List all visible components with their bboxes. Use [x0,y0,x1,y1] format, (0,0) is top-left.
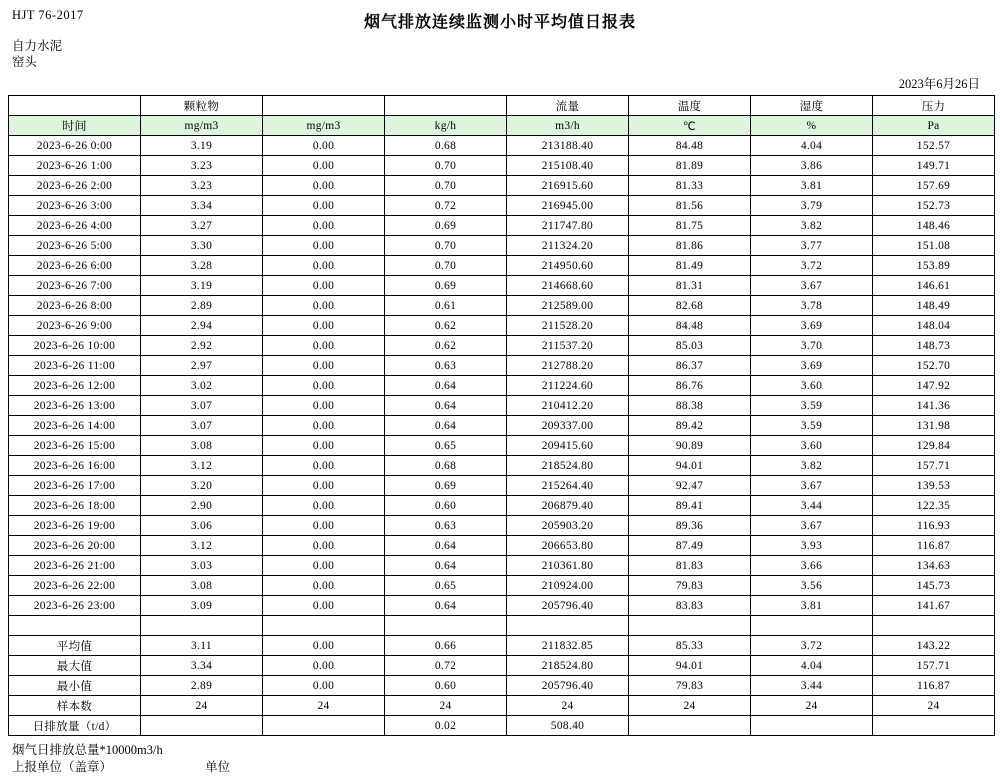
cell-pm-mg: 3.06 [141,516,263,536]
org-location: 窑头 [12,55,38,69]
cell-pm-kgh: 0.70 [385,236,507,256]
table-spacer-row [9,616,995,636]
cell-temp: 84.48 [629,316,751,336]
cell-flow: 209415.60 [507,436,629,456]
stat-label: 样本数 [9,696,141,716]
cell-pm-mg: 2.97 [141,356,263,376]
cell-pm-kgh: 0.69 [385,476,507,496]
cell-humidity: 3.67 [751,276,873,296]
stat-pm-mg: 3.11 [141,636,263,656]
cell-time: 2023-6-26 12:00 [9,376,141,396]
cell-temp: 81.56 [629,196,751,216]
stats-row-sample-count [9,696,995,716]
cell-flow: 206879.40 [507,496,629,516]
cell-pm-mg: 3.12 [141,456,263,476]
spacer-cell [141,616,263,636]
cell-pm-mg: 3.20 [141,476,263,496]
cell-flow: 209337.00 [507,416,629,436]
unit-header-cell-5: ℃ [629,116,751,136]
stats-row-maximum [9,656,995,676]
cell-pm-mg2: 0.00 [263,476,385,496]
cell-humidity: 3.44 [751,496,873,516]
cell-temp: 79.83 [629,576,751,596]
unit-header-cell-6: % [751,116,873,136]
cell-flow: 212788.20 [507,356,629,376]
cell-flow: 210924.00 [507,576,629,596]
group-header-cell-2 [263,96,385,116]
cell-pm-kgh: 0.70 [385,176,507,196]
stat-pm-mg2: 0.00 [263,636,385,656]
cell-humidity: 3.78 [751,296,873,316]
cell-pm-mg2: 0.00 [263,156,385,176]
cell-pm-kgh: 0.69 [385,216,507,236]
cell-pm-kgh: 0.64 [385,536,507,556]
cell-pm-mg2: 0.00 [263,516,385,536]
table-row [9,156,995,176]
stat-humidity: 4.04 [751,656,873,676]
table-row [9,496,995,516]
cell-temp: 87.49 [629,536,751,556]
unit-header-cell-4: m3/h [507,116,629,136]
cell-pressure: 152.57 [873,136,995,156]
cell-temp: 89.42 [629,416,751,436]
footer-notes [12,742,992,776]
stat-pm-kgh: 0.66 [385,636,507,656]
cell-flow: 214950.60 [507,256,629,276]
spacer-cell [873,616,995,636]
cell-time: 2023-6-26 15:00 [9,436,141,456]
cell-pressure: 152.70 [873,356,995,376]
cell-humidity: 3.66 [751,556,873,576]
cell-pm-kgh: 0.62 [385,316,507,336]
cell-pm-mg2: 0.00 [263,196,385,216]
daily-emission-pm: 0.02 [385,716,507,736]
cell-temp: 81.33 [629,176,751,196]
cell-time: 2023-6-26 22:00 [9,576,141,596]
cell-flow: 215108.40 [507,156,629,176]
cell-humidity: 3.60 [751,376,873,396]
cell-pressure: 146.61 [873,276,995,296]
stat-pm-kgh: 0.72 [385,656,507,676]
cell-pm-mg: 3.27 [141,216,263,236]
table-row [9,196,995,216]
cell-humidity: 3.67 [751,476,873,496]
cell-time: 2023-6-26 5:00 [9,236,141,256]
table-row [9,556,995,576]
stat-temp: 85.33 [629,636,751,656]
cell-humidity: 3.69 [751,316,873,336]
daily-emission-cell-7 [873,716,995,736]
cell-pm-mg: 3.30 [141,236,263,256]
cell-humidity: 3.79 [751,196,873,216]
cell-pm-mg: 3.23 [141,156,263,176]
cell-time: 2023-6-26 8:00 [9,296,141,316]
cell-temp: 84.48 [629,136,751,156]
stat-pressure: 143.22 [873,636,995,656]
cell-pressure: 129.84 [873,436,995,456]
stat-pm-mg2: 0.00 [263,676,385,696]
cell-time: 2023-6-26 0:00 [9,136,141,156]
table-unit-header-row [9,116,995,136]
table-row [9,216,995,236]
table-row [9,136,995,156]
cell-time: 2023-6-26 14:00 [9,416,141,436]
cell-humidity: 4.04 [751,136,873,156]
cell-pressure: 141.36 [873,396,995,416]
unit-header-cell-1: mg/m3 [141,116,263,136]
stat-pm-mg: 24 [141,696,263,716]
standard-code: HJT 76-2017 [12,8,84,22]
cell-humidity: 3.81 [751,176,873,196]
cell-pressure: 148.73 [873,336,995,356]
cell-pm-mg: 3.09 [141,596,263,616]
cell-pressure: 139.53 [873,476,995,496]
group-header-cell-6: 湿度 [751,96,873,116]
cell-humidity: 3.59 [751,396,873,416]
stat-pressure: 157.71 [873,656,995,676]
table-row [9,336,995,356]
cell-pm-mg2: 0.00 [263,376,385,396]
cell-temp: 81.86 [629,236,751,256]
cell-pm-kgh: 0.63 [385,356,507,376]
cell-time: 2023-6-26 13:00 [9,396,141,416]
cell-flow: 214668.60 [507,276,629,296]
table-row [9,596,995,616]
cell-time: 2023-6-26 18:00 [9,496,141,516]
cell-pm-mg2: 0.00 [263,556,385,576]
cell-humidity: 3.77 [751,236,873,256]
spacer-cell [629,616,751,636]
stat-pm-mg: 2.89 [141,676,263,696]
cell-pm-mg: 3.19 [141,276,263,296]
table-row [9,576,995,596]
table-row [9,236,995,256]
cell-time: 2023-6-26 23:00 [9,596,141,616]
spacer-cell [263,616,385,636]
cell-pm-mg: 3.03 [141,556,263,576]
cell-flow: 215264.40 [507,476,629,496]
cell-pm-kgh: 0.64 [385,416,507,436]
cell-pm-kgh: 0.70 [385,156,507,176]
cell-flow: 210412.20 [507,396,629,416]
cell-temp: 89.41 [629,496,751,516]
stat-temp: 24 [629,696,751,716]
cell-pressure: 145.73 [873,576,995,596]
cell-pm-mg: 3.07 [141,396,263,416]
unit-header-cell-3: kg/h [385,116,507,136]
report-date: 2023年6月26日 [898,77,980,91]
cell-pressure: 141.67 [873,596,995,616]
cell-pm-mg2: 0.00 [263,296,385,316]
page-title: 烟气排放连续监测小时平均值日报表 [363,14,636,31]
stat-flow: 205796.40 [507,676,629,696]
cell-pressure: 147.92 [873,376,995,396]
stats-row-average [9,636,995,656]
cell-pm-mg: 3.08 [141,576,263,596]
cell-flow: 211537.20 [507,336,629,356]
daily-emission-cell-5 [629,716,751,736]
stat-temp: 94.01 [629,656,751,676]
cell-pressure: 157.71 [873,456,995,476]
stat-humidity: 3.44 [751,676,873,696]
cell-time: 2023-6-26 2:00 [9,176,141,196]
cell-pressure: 148.49 [873,296,995,316]
cell-pm-mg2: 0.00 [263,456,385,476]
stat-pm-mg2: 24 [263,696,385,716]
table-row [9,356,995,376]
daily-emission-flow: 508.40 [507,716,629,736]
stats-row-minimum [9,676,995,696]
cell-pm-mg: 3.12 [141,536,263,556]
cell-pm-kgh: 0.68 [385,456,507,476]
stat-flow: 24 [507,696,629,716]
cell-pm-kgh: 0.64 [385,556,507,576]
cell-pm-mg2: 0.00 [263,216,385,236]
table-row [9,296,995,316]
spacer-cell [751,616,873,636]
cell-time: 2023-6-26 19:00 [9,516,141,536]
cell-humidity: 3.70 [751,336,873,356]
cell-pm-kgh: 0.69 [385,276,507,296]
cell-pm-kgh: 0.64 [385,376,507,396]
cell-humidity: 3.72 [751,256,873,276]
daily-emission-cell-2 [263,716,385,736]
cell-pm-kgh: 0.65 [385,436,507,456]
cell-pm-mg: 3.34 [141,196,263,216]
stat-flow: 211832.85 [507,636,629,656]
cell-humidity: 3.86 [751,156,873,176]
cell-pm-mg2: 0.00 [263,236,385,256]
table-row [9,376,995,396]
cell-flow: 211324.20 [507,236,629,256]
cell-pressure: 116.87 [873,536,995,556]
cell-flow: 212589.00 [507,296,629,316]
cell-pm-kgh: 0.64 [385,396,507,416]
cell-time: 2023-6-26 7:00 [9,276,141,296]
cell-temp: 86.76 [629,376,751,396]
table-row [9,276,995,296]
cell-pm-kgh: 0.60 [385,496,507,516]
table-row [9,476,995,496]
cell-temp: 81.31 [629,276,751,296]
cell-pm-mg2: 0.00 [263,536,385,556]
cell-time: 2023-6-26 21:00 [9,556,141,576]
cell-pressure: 131.98 [873,416,995,436]
unit-header-cell-0: 时间 [9,116,141,136]
cell-temp: 81.89 [629,156,751,176]
table-row [9,396,995,416]
cell-flow: 211747.80 [507,216,629,236]
cell-pressure: 151.08 [873,236,995,256]
cell-time: 2023-6-26 3:00 [9,196,141,216]
cell-temp: 83.83 [629,596,751,616]
table-group-header-row [9,96,995,116]
cell-pressure: 134.63 [873,556,995,576]
cell-pm-kgh: 0.62 [385,336,507,356]
footer-reporting-unit: 上报单位（盖章） [12,760,113,774]
cell-temp: 81.49 [629,256,751,276]
cell-time: 2023-6-26 1:00 [9,156,141,176]
cell-pressure: 149.71 [873,156,995,176]
cell-pm-mg: 3.28 [141,256,263,276]
table-row [9,436,995,456]
cell-temp: 81.75 [629,216,751,236]
daily-emission-row [9,716,995,736]
cell-pm-mg2: 0.00 [263,416,385,436]
cell-temp: 92.47 [629,476,751,496]
cell-time: 2023-6-26 6:00 [9,256,141,276]
cell-temp: 85.03 [629,336,751,356]
cell-pressure: 152.73 [873,196,995,216]
cell-humidity: 3.93 [751,536,873,556]
cell-pm-mg: 3.19 [141,136,263,156]
cell-pm-mg2: 0.00 [263,256,385,276]
cell-pm-mg: 3.08 [141,436,263,456]
daily-emission-label: 日排放量（t/d） [9,716,141,736]
cell-humidity: 3.69 [751,356,873,376]
cell-flow: 213188.40 [507,136,629,156]
emission-data-table [8,95,995,736]
cell-temp: 94.01 [629,456,751,476]
unit-header-cell-2: mg/m3 [263,116,385,136]
cell-flow: 206653.80 [507,536,629,556]
cell-time: 2023-6-26 11:00 [9,356,141,376]
table-row [9,176,995,196]
org-name: 自力水泥 [12,39,63,53]
cell-pm-mg: 3.02 [141,376,263,396]
cell-pm-mg2: 0.00 [263,576,385,596]
cell-pm-mg2: 0.00 [263,176,385,196]
cell-pm-mg: 2.92 [141,336,263,356]
cell-pm-mg2: 0.00 [263,356,385,376]
cell-pressure: 153.89 [873,256,995,276]
stat-pm-kgh: 0.60 [385,676,507,696]
daily-emission-cell-6 [751,716,873,736]
cell-humidity: 3.67 [751,516,873,536]
cell-humidity: 3.56 [751,576,873,596]
group-header-cell-7: 压力 [873,96,995,116]
cell-temp: 86.37 [629,356,751,376]
stat-label: 最小值 [9,676,141,696]
footer-total-note: 烟气日排放总量*10000m3/h [12,743,163,757]
cell-pm-mg: 2.89 [141,296,263,316]
stat-pressure: 116.87 [873,676,995,696]
cell-pressure: 148.46 [873,216,995,236]
cell-humidity: 3.59 [751,416,873,436]
table-row [9,256,995,276]
cell-pm-kgh: 0.65 [385,576,507,596]
table-row [9,516,995,536]
stat-pressure: 24 [873,696,995,716]
cell-pressure: 148.04 [873,316,995,336]
cell-pm-mg: 2.90 [141,496,263,516]
stat-humidity: 24 [751,696,873,716]
unit-header-cell-7: Pa [873,116,995,136]
cell-time: 2023-6-26 20:00 [9,536,141,556]
cell-temp: 82.68 [629,296,751,316]
cell-humidity: 3.81 [751,596,873,616]
daily-emission-cell-1 [141,716,263,736]
spacer-cell [9,616,141,636]
cell-pm-kgh: 0.63 [385,516,507,536]
cell-flow: 218524.80 [507,456,629,476]
cell-temp: 88.38 [629,396,751,416]
cell-flow: 211528.20 [507,316,629,336]
stat-flow: 218524.80 [507,656,629,676]
group-header-cell-0 [9,96,141,116]
stat-pm-mg: 3.34 [141,656,263,676]
spacer-cell [385,616,507,636]
cell-pm-mg2: 0.00 [263,396,385,416]
stat-pm-mg2: 0.00 [263,656,385,676]
group-header-cell-5: 温度 [629,96,751,116]
cell-time: 2023-6-26 10:00 [9,336,141,356]
stat-humidity: 3.72 [751,636,873,656]
cell-pm-mg2: 0.00 [263,436,385,456]
cell-flow: 216945.00 [507,196,629,216]
cell-pm-mg2: 0.00 [263,276,385,296]
cell-flow: 210361.80 [507,556,629,576]
cell-pm-mg: 3.23 [141,176,263,196]
cell-pm-kgh: 0.68 [385,136,507,156]
cell-temp: 90.89 [629,436,751,456]
cell-time: 2023-6-26 4:00 [9,216,141,236]
cell-pm-mg2: 0.00 [263,336,385,356]
footer-unit-label: 单位 [205,760,231,774]
cell-temp: 89.36 [629,516,751,536]
stat-temp: 79.83 [629,676,751,696]
cell-pressure: 122.35 [873,496,995,516]
group-header-cell-1: 颗粒物 [141,96,263,116]
cell-pm-mg2: 0.00 [263,316,385,336]
table-row [9,416,995,436]
group-header-cell-4: 流量 [507,96,629,116]
stat-label: 最大值 [9,656,141,676]
cell-pm-kgh: 0.64 [385,596,507,616]
cell-pressure: 116.93 [873,516,995,536]
cell-time: 2023-6-26 9:00 [9,316,141,336]
cell-pm-kgh: 0.70 [385,256,507,276]
cell-humidity: 3.82 [751,216,873,236]
cell-time: 2023-6-26 16:00 [9,456,141,476]
stat-pm-kgh: 24 [385,696,507,716]
stat-label: 平均值 [9,636,141,656]
cell-humidity: 3.82 [751,456,873,476]
cell-pressure: 157.69 [873,176,995,196]
cell-flow: 216915.60 [507,176,629,196]
cell-pm-mg2: 0.00 [263,136,385,156]
cell-pm-mg2: 0.00 [263,596,385,616]
cell-temp: 81.83 [629,556,751,576]
table-row [9,456,995,476]
cell-flow: 205903.20 [507,516,629,536]
cell-pm-mg: 3.07 [141,416,263,436]
cell-time: 2023-6-26 17:00 [9,476,141,496]
group-header-cell-3 [385,96,507,116]
spacer-cell [507,616,629,636]
cell-pm-kgh: 0.72 [385,196,507,216]
cell-pm-mg: 2.94 [141,316,263,336]
cell-pm-mg2: 0.00 [263,496,385,516]
cell-flow: 211224.60 [507,376,629,396]
table-row [9,316,995,336]
table-row [9,536,995,556]
cell-pm-kgh: 0.61 [385,296,507,316]
cell-flow: 205796.40 [507,596,629,616]
cell-humidity: 3.60 [751,436,873,456]
